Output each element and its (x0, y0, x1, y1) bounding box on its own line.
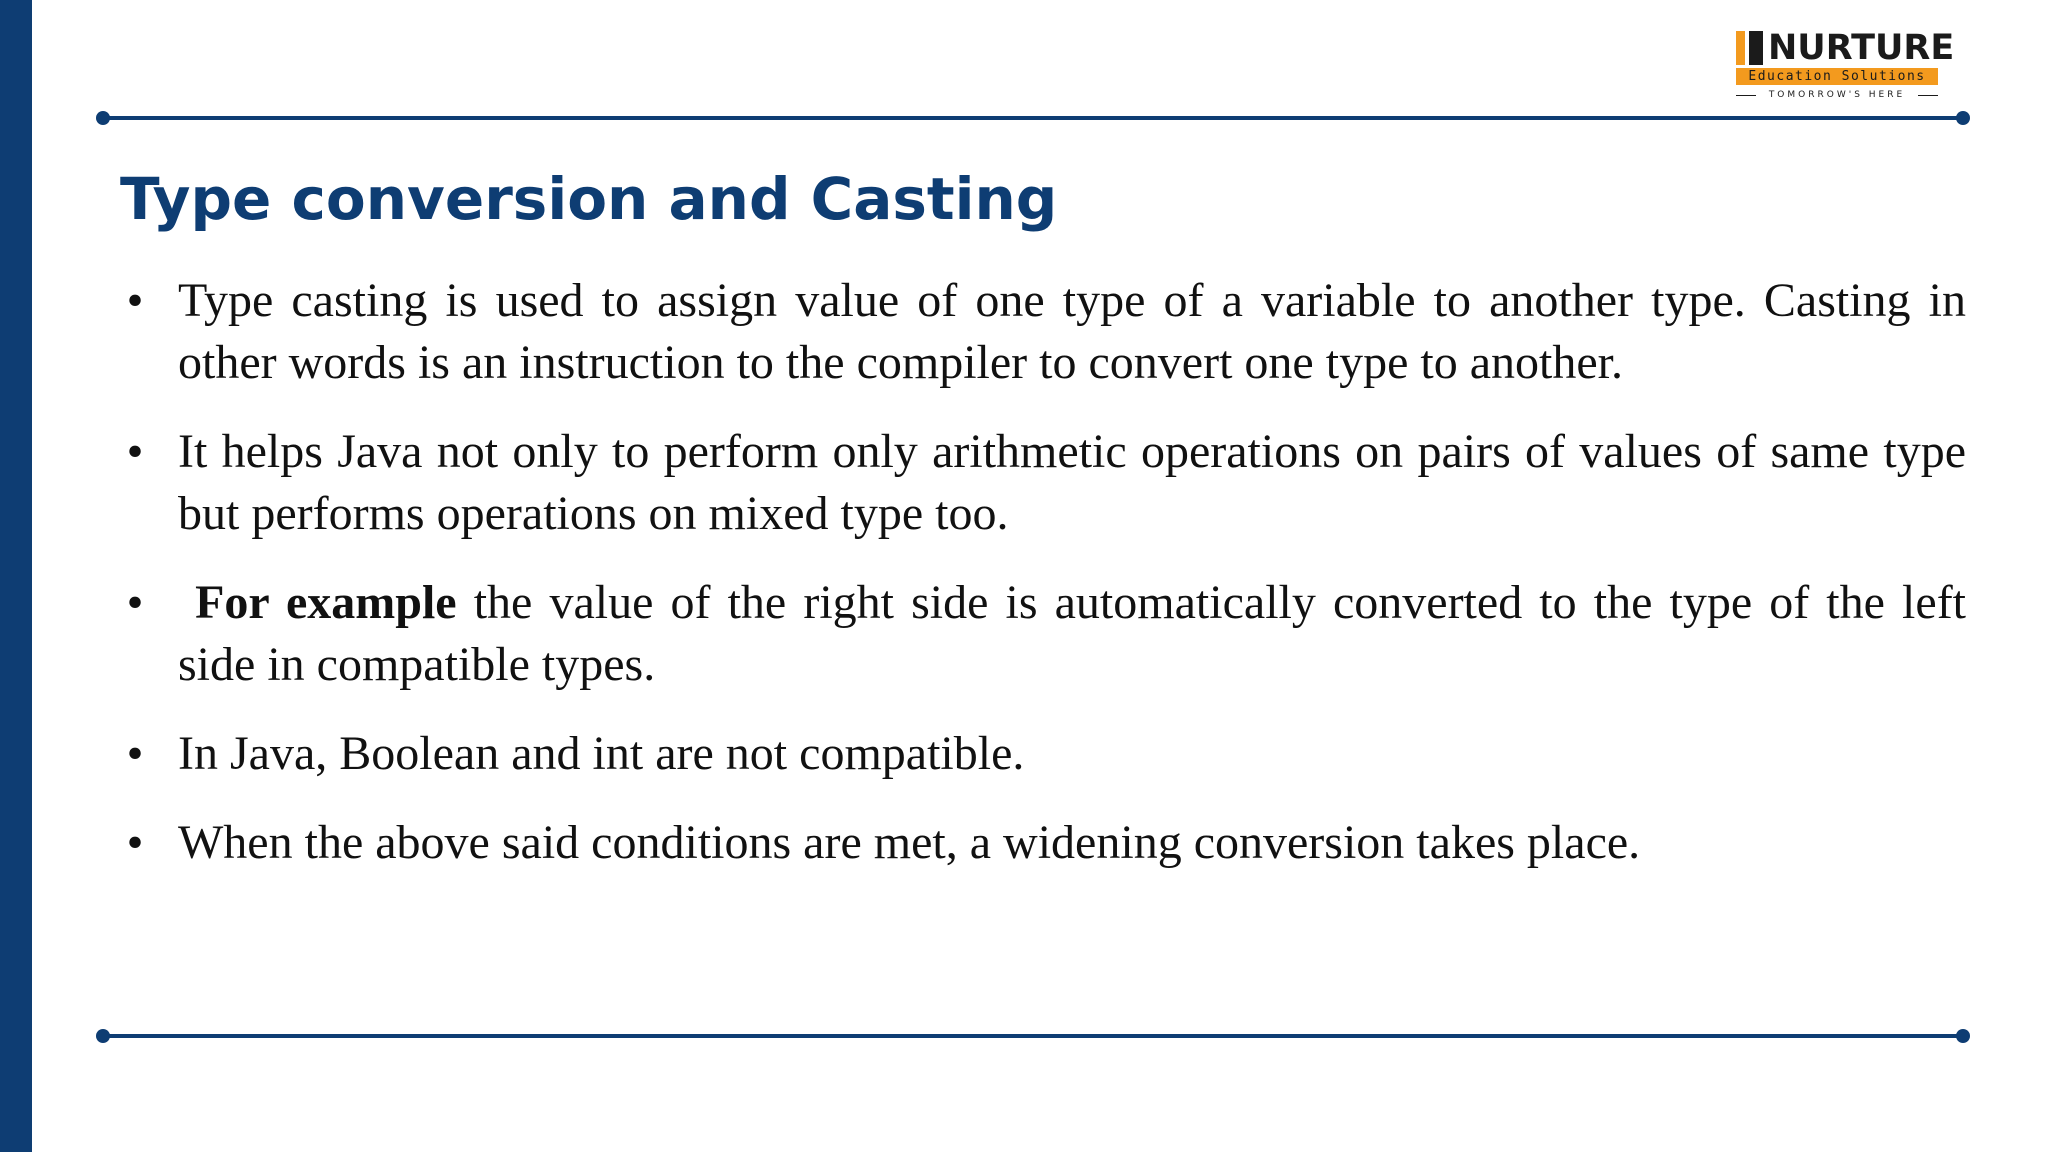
bullet-dot-icon: • (126, 816, 144, 869)
divider-dot-right (1956, 1029, 1970, 1043)
bullet-dot-icon: • (126, 576, 144, 629)
bullet-item (120, 572, 1966, 696)
bullet-item (120, 270, 1966, 394)
logo-tagline: TOMORROW'S HERE (1736, 88, 1938, 102)
divider-dot-right (1956, 111, 1970, 125)
logo-mark-icon (1736, 31, 1766, 65)
logo-band: Education Solutions (1736, 68, 1938, 85)
bottom-divider (102, 1034, 1964, 1038)
bullet-dot-icon: • (126, 425, 144, 478)
bullet-text: It helps Java not only to perform only arithmetic operations on pairs of values of same type but performs operations on mixed type too. (178, 425, 1966, 540)
bullet-text: the value of the right side is automatically converted to the type of the left side in compatible types. (178, 576, 1967, 691)
bullet-dot-icon: • (126, 727, 144, 780)
bullet-item (120, 421, 1966, 545)
bullet-emphasis: For example (195, 576, 457, 629)
bullet-dot-icon: • (126, 274, 144, 327)
top-divider (102, 116, 1964, 120)
logo-wordmark: NURTURE (1768, 28, 1955, 68)
slide-title: Type conversion and Casting (120, 165, 1058, 233)
left-accent-bar (0, 0, 32, 1152)
bullet-text: Type casting is used to assign value of one type of a variable to another type. Casting in other words is an instruction to the compiler to convert one type to another. (178, 274, 1966, 389)
bullet-text-with-emphasis (178, 572, 1966, 696)
nurture-logo (1736, 28, 1955, 104)
divider-dot-left (96, 1029, 110, 1043)
bullet-list (120, 270, 1966, 874)
bullet-item (120, 723, 1966, 785)
bullet-item (120, 812, 1966, 874)
bullet-text: In Java, Boolean and int are not compatible. (178, 727, 1025, 780)
bullet-text: When the above said conditions are met, a widening conversion takes place. (178, 816, 1641, 869)
divider-dot-left (96, 111, 110, 125)
